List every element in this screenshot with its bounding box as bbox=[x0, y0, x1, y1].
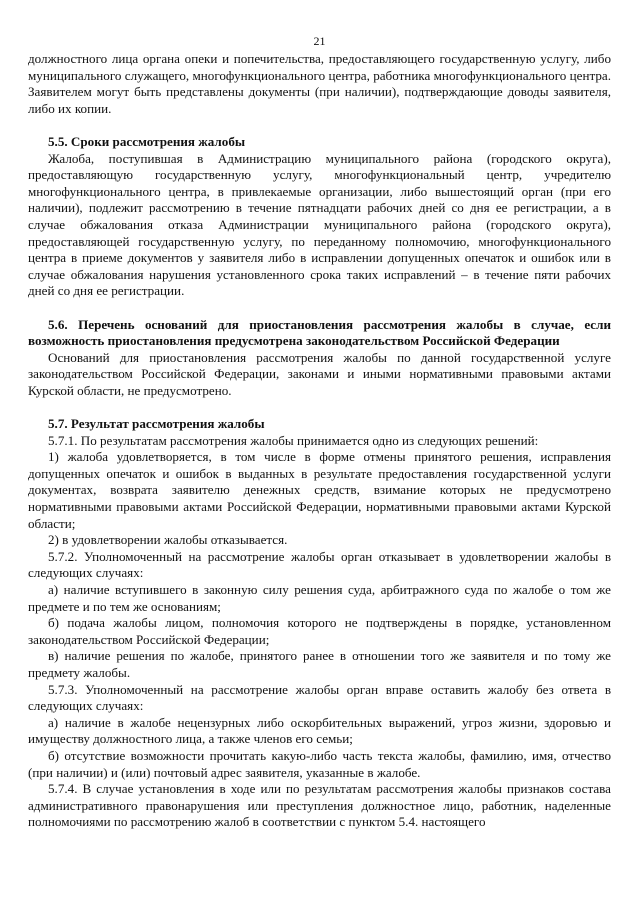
clause-5-7-2-item-a: а) наличие вступившего в законную силу решения суда, арбитражного суда по жалобе о том же предмете и по тем же основаниям; bbox=[28, 582, 611, 614]
clause-5-7-2: 5.7.2. Уполномоченный на рассмотрение жалобы орган отказывает в удовлетворении жалобы в следующих случаях: bbox=[28, 548, 611, 581]
intro-paragraph: должностного лица органа опеки и попечительства, предоставляющего государственную услугу, либо муниципального служащего, многофункционального центра, работника многофункционального центра. Заявителем могут быть представлены документы (при наличии), подтверждающие доводы заявителя, либо их копии. bbox=[28, 51, 611, 116]
section-5-5-paragraph: Жалоба, поступившая в Администрацию муниципального района (городского округа), предоставляющую государственную услугу, многофункциональный центр, учредителю многофункционального центра, в привлекаемые организации, либо вышестоящий орган (при его наличии), подлежит рассмотрению в течение пятнадцати рабочих дней со дня ее регистрации, а в случае обжалования отказа Администрации муниципального района (городского округа), предоставляющей государственную услугу, по переданному полномочию, многофункционального центра в приеме документов у заявителя либо в исправлении допущенных опечаток и ошибок или в случае обжалования нарушения установленного срока таких исправлений – в течение пяти рабочих дней со дня ее регистрации. bbox=[28, 150, 611, 299]
clause-5-7-3-item-b: б) отсутствие возможности прочитать какую-либо часть текста жалобы, фамилию, имя, отчество (при наличии) и (или) почтовый адрес заявителя, указанные в жалобе. bbox=[28, 747, 611, 780]
clause-5-7-1-item-2: 2) в удовлетворении жалобы отказывается. bbox=[48, 532, 288, 548]
clause-5-7-2-item-v: в) наличие решения по жалобе, принятого ранее в отношении того же заявителя и по тому же предмету жалобы. bbox=[28, 648, 611, 680]
page-number: 21 bbox=[313, 34, 326, 48]
spacer bbox=[28, 300, 611, 317]
clause-5-7-1: 5.7.1. По результатам рассмотрения жалобы принимается одно из следующих решений: bbox=[48, 432, 539, 448]
clause-5-7-2-item-b: б) подача жалобы лицом, полномочия которого не подтверждены в порядке, установленном законодательством Российской Федерации; bbox=[28, 615, 611, 647]
section-5-6-paragraph: Оснований для приостановления рассмотрения жалобы по данной государственной услуге законодательством Российской Федерации, законами и иными нормативными правовыми актами Курской области, не предусмотрено. bbox=[28, 349, 611, 398]
section-5-6-heading: 5.6. Перечень оснований для приостановления рассмотрения жалобы в случае, если возможность приостановления предусмотрена законодательством Российской Федерации bbox=[28, 316, 611, 349]
section-5-5-heading: 5.5. Сроки рассмотрения жалобы bbox=[48, 133, 246, 149]
spacer bbox=[28, 117, 611, 134]
spacer bbox=[28, 399, 611, 416]
clause-5-7-3: 5.7.3. Уполномоченный на рассмотрение жалобы орган вправе оставить жалобу без ответа в следующих случаях: bbox=[28, 681, 611, 714]
clause-5-7-4: 5.7.4. В случае установления в ходе или по результатам рассмотрения жалобы признаков состава административного правонарушения или преступления должностное лицо, работник, наделенные полномочиями по рассмотрению жалоб в соответствии с пунктом 5.4. настоящего bbox=[28, 781, 611, 830]
clause-5-7-3-item-a: а) наличие в жалобе нецензурных либо оскорбительных выражений, угроз жизни, здоровью и имуществу должностного лица, а также членов его семьи; bbox=[28, 714, 611, 747]
clause-5-7-1-item-1: 1) жалоба удовлетворяется, в том числе в форме отмены принятого решения, исправления допущенных опечаток и ошибок в выданных в результате предоставления государственной услуги документах, возврата заявителю денежных средств, взимание которых не предусмотрено нормативными правовыми актами Российской Федерации, нормативными правовыми актами Курской области; bbox=[28, 449, 611, 531]
document-body bbox=[28, 51, 611, 831]
section-5-7-heading: 5.7. Результат рассмотрения жалобы bbox=[48, 416, 265, 432]
